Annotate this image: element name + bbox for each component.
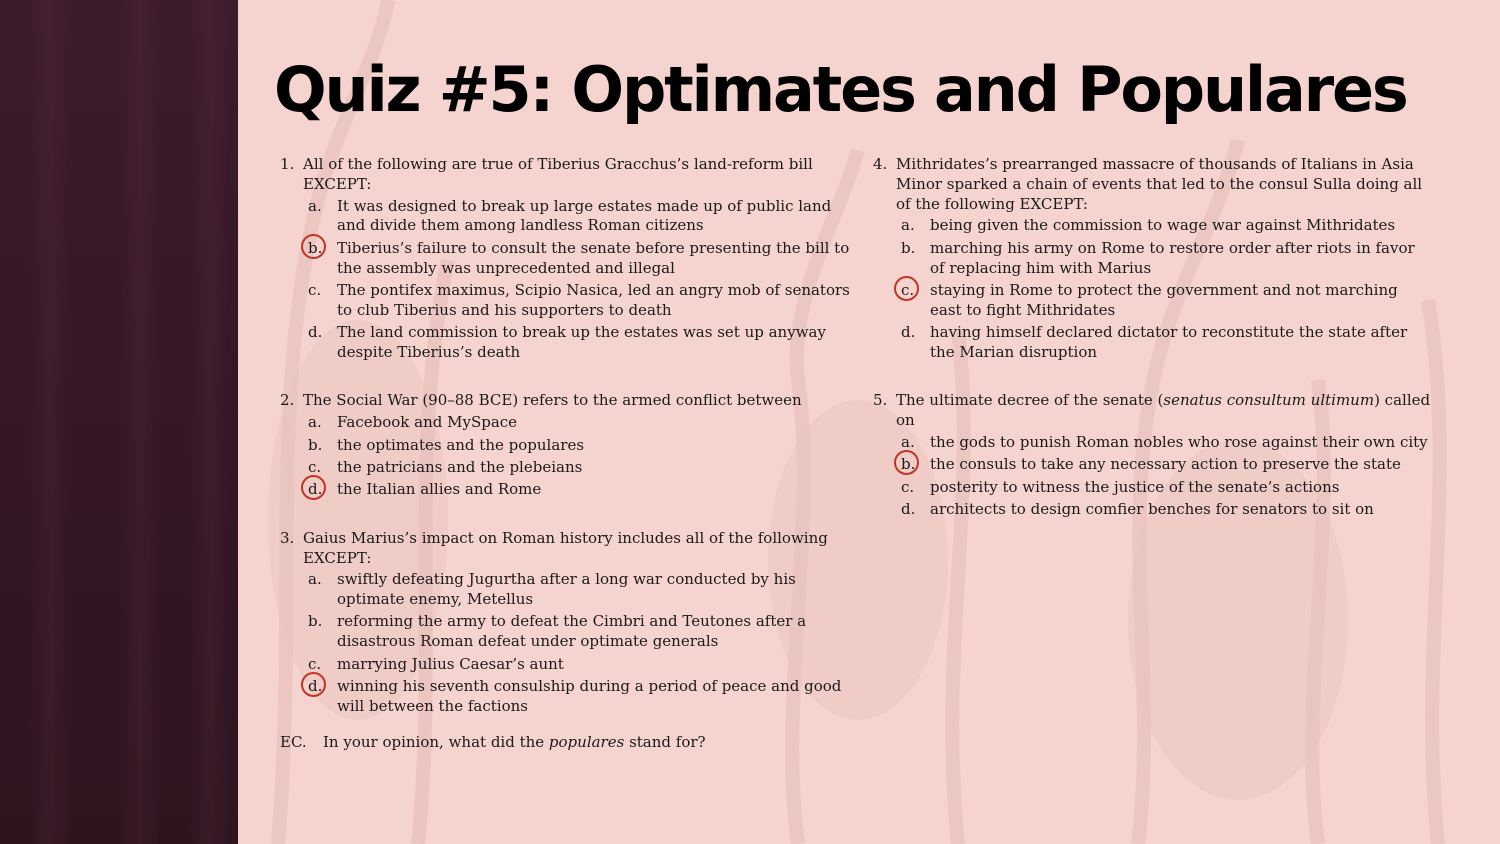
option-letter: b. (308, 435, 323, 454)
spacer (280, 365, 850, 391)
option-text: Facebook and MySpace (337, 413, 518, 432)
answer-option-b (280, 612, 850, 652)
option-letter: a. (901, 432, 915, 451)
question-stem (280, 529, 850, 569)
question-text: Gaius Marius’s impact on Roman history includes all of the following EXCEPT: (303, 528, 828, 567)
question-number: 2. (280, 391, 295, 410)
option-text: architects to design comfier benches for senators to sit on (930, 500, 1374, 519)
answer-option-b (873, 239, 1433, 279)
question-text: Mithridates’s prearranged massacre of thousands of Italians in Asia Minor sparked a chain of events that led to the consul Sulla doing all of the following EXCEPT: (896, 155, 1423, 213)
sidebar-panel (0, 0, 238, 844)
answer-options (873, 216, 1433, 362)
option-letter: c. (901, 280, 915, 299)
question-text-before: The ultimate decree of the senate ( (896, 391, 1164, 410)
answer-option-d (280, 677, 850, 717)
option-text: winning his seventh consulship during a period of peace and good will between the factions (337, 677, 842, 715)
option-letter: b. (308, 612, 323, 631)
answer-option-a (280, 570, 850, 610)
option-text: marrying Julius Caesar’s aunt (337, 654, 564, 673)
answer-option-d (873, 500, 1433, 520)
option-text: the Italian allies and Rome (337, 480, 542, 499)
answer-option-b (280, 436, 850, 456)
option-text: posterity to witness the justice of the senate’s actions (930, 477, 1340, 496)
option-text: the gods to punish Roman nobles who rose against their own city (930, 432, 1428, 451)
answer-option-b (873, 455, 1433, 475)
answer-options (280, 413, 850, 500)
question-5 (873, 391, 1433, 520)
answer-option-c (280, 458, 850, 478)
option-letter: a. (308, 413, 322, 432)
answer-options (280, 570, 850, 716)
option-letter: d. (901, 323, 916, 342)
option-text: It was designed to break up large estates made up of public land and divide them among landless Roman citizens (337, 196, 832, 235)
option-letter: a. (308, 570, 322, 589)
option-letter: d. (308, 480, 323, 499)
question-number: 1. (280, 155, 295, 173)
option-text: reforming the army to defeat the Cimbri and Teutones after a disastrous Roman defeat under optimate generals (337, 612, 807, 651)
question-number: 5. (873, 391, 888, 410)
answer-option-a (280, 413, 850, 433)
option-text: The land commission to break up the estates was set up anyway despite Tiberius’s death (337, 323, 826, 361)
extra-credit-text-italic: populares (548, 732, 625, 751)
sidebar-drapery (120, 0, 160, 844)
answer-option-d (280, 323, 850, 363)
option-letter: d. (901, 500, 916, 519)
option-letter: c. (308, 280, 322, 299)
answer-option-d (280, 480, 850, 500)
question-stem (280, 155, 850, 195)
option-letter: d. (308, 677, 323, 696)
answer-options (873, 433, 1433, 520)
question-stem (873, 155, 1433, 214)
spacer (280, 503, 850, 529)
answer-option-c (280, 655, 850, 675)
option-text: the patricians and the plebeians (337, 457, 583, 476)
sidebar-drapery (30, 0, 70, 844)
option-text: staying in Rome to protect the government and not marching east to fight Mithridates (930, 280, 1398, 319)
option-text: Tiberius’s failure to consult the senate before presenting the bill to the assembly was unprecedented and illegal (337, 238, 850, 277)
question-4 (873, 155, 1433, 363)
option-letter: c. (901, 477, 915, 496)
option-text: the consuls to take any necessary action to preserve the state (930, 455, 1401, 474)
answer-option-c (873, 478, 1433, 498)
answer-options (280, 197, 850, 363)
answer-option-c (873, 281, 1433, 321)
page-title: Quiz #5: Optimates and Populares (274, 53, 1407, 126)
question-text: The Social War (90–88 BCE) refers to the armed conflict between (303, 391, 802, 410)
right-column (873, 155, 1433, 523)
extra-credit-text-before: In your opinion, what did the (323, 732, 549, 751)
answer-option-a (873, 216, 1433, 236)
sidebar-drapery (190, 0, 230, 844)
question-number: 3. (280, 528, 295, 547)
question-3 (280, 529, 850, 717)
answer-option-a (280, 197, 850, 237)
option-text: the optimates and the populares (337, 435, 585, 454)
option-letter: c. (308, 654, 322, 673)
option-letter: d. (308, 323, 323, 342)
extra-credit-question (280, 733, 850, 753)
question-2 (280, 391, 850, 500)
question-stem (873, 391, 1433, 431)
answer-option-a (873, 433, 1433, 453)
option-letter: a. (308, 196, 322, 215)
answer-option-d (873, 323, 1433, 363)
left-column (280, 155, 850, 752)
option-text: The pontifex maximus, Scipio Nasica, led an angry mob of senators to club Tiberius and his supporters to death (337, 280, 850, 319)
spacer (873, 365, 1433, 391)
question-text-italic: senatus consultum ultimum (1163, 391, 1375, 410)
extra-credit-label: EC. (280, 732, 307, 751)
question-text-after: ) called on (896, 391, 1431, 430)
answer-option-b (280, 239, 850, 279)
option-letter: b. (308, 238, 323, 257)
question-stem (280, 391, 850, 411)
option-text: marching his army on Rome to restore order after riots in favor of replacing him with Marius (930, 238, 1415, 277)
question-1 (280, 155, 850, 363)
extra-credit-text-after: stand for? (624, 732, 706, 751)
option-text: being given the commission to wage war against Mithridates (930, 216, 1396, 235)
option-letter: c. (308, 457, 322, 476)
option-text: having himself declared dictator to reconstitute the state after the Marian disruption (930, 323, 1408, 361)
option-letter: b. (901, 455, 916, 474)
answer-option-c (280, 281, 850, 321)
option-text: swiftly defeating Jugurtha after a long war conducted by his optimate enemy, Metellus (337, 570, 796, 609)
question-text: All of the following are true of Tiberius Gracchus’s land-reform bill EXCEPT: (303, 155, 813, 193)
option-letter: b. (901, 238, 916, 257)
option-letter: a. (901, 216, 915, 235)
question-number: 4. (873, 155, 888, 173)
